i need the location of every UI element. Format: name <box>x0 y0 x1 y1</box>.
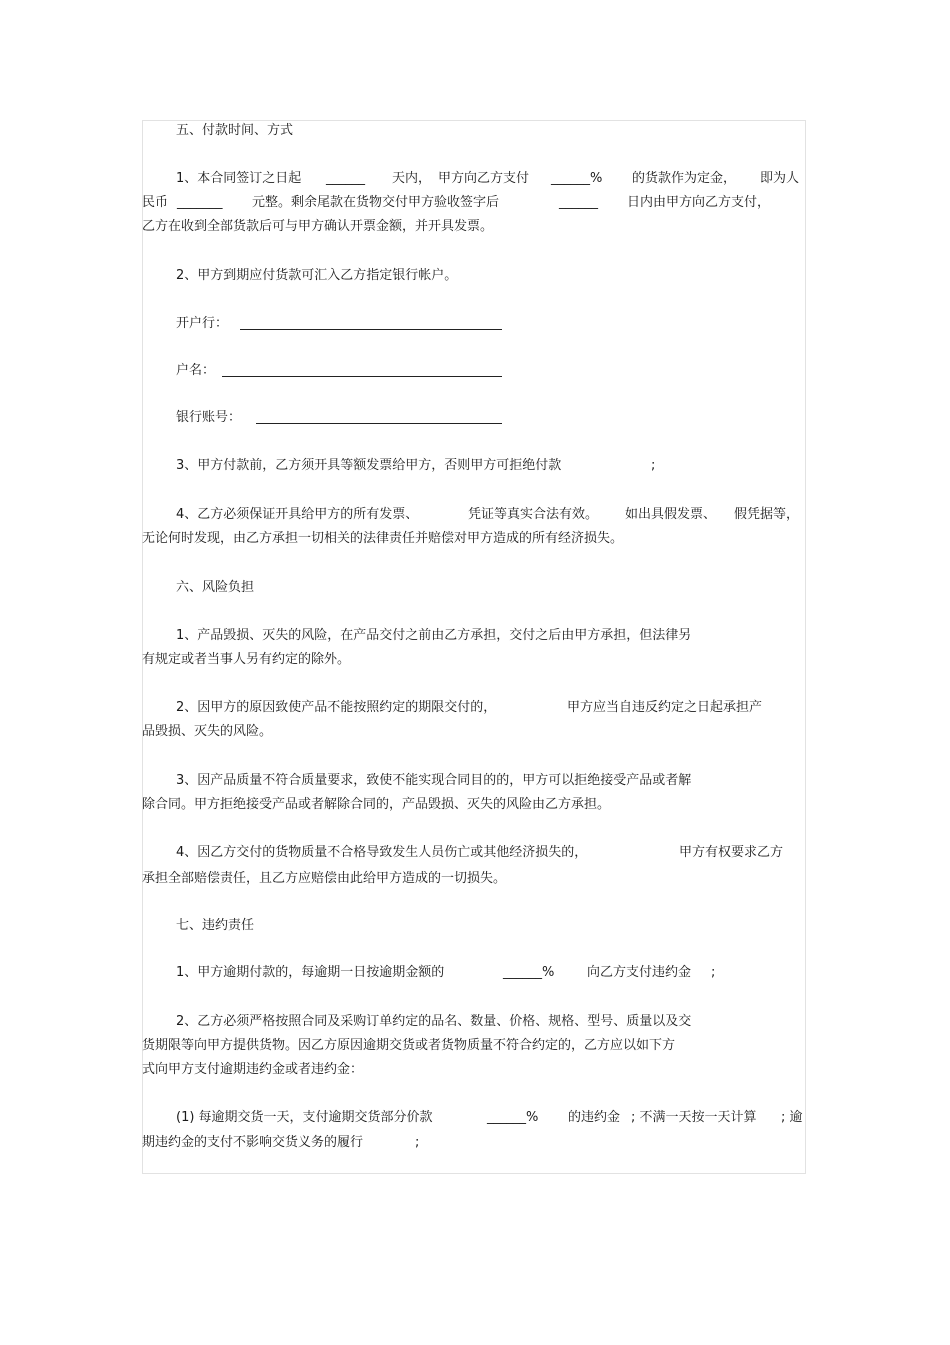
fill-blank: ______% <box>503 965 555 980</box>
text-fragment: 甲方向乙方支付 <box>438 171 530 186</box>
account-number-label: 银行账号： <box>176 410 242 425</box>
text-fragment: 甲方应当自违反约定之日起承担产 <box>567 700 763 715</box>
text-fragment: ; <box>651 458 656 473</box>
paragraph-line: 1、产品毁损、灭失的风险，在产品交付之前由乙方承担，交付之后由甲方承担，但法律另 <box>176 628 692 643</box>
text-fragment: 假凭据等， <box>734 507 800 522</box>
fill-blank: ______% <box>487 1110 539 1125</box>
fill-blank: ______% <box>551 171 603 186</box>
text-fragment: (1) 每逾期交货一天，支付逾期交货部分价款 <box>176 1110 433 1125</box>
paragraph-line: 无论何时发现，由乙方承担一切相关的法律责任并赔偿对甲方造成的所有经济损失。 <box>142 531 624 546</box>
paragraph-line: 3、因产品质量不符合质量要求，致使不能实现合同目的的，甲方可以拒绝接受产品或者解 <box>176 773 692 788</box>
paragraph-line: 品毁损、灭失的风险。 <box>142 724 273 739</box>
bank-name-blank <box>240 318 502 330</box>
text-fragment: 民币 <box>142 195 169 210</box>
fill-blank: _______ <box>177 195 223 210</box>
text-fragment: 3、甲方付款前，乙方须开具等额发票给甲方，否则甲方可拒绝付款 <box>176 458 562 473</box>
section-5-heading: 五、付款时间、方式 <box>176 123 294 138</box>
bank-name-label: 开户行： <box>176 316 229 331</box>
text-fragment: 甲方有权要求乙方 <box>679 845 784 860</box>
text-fragment: 如出具假发票、 <box>625 507 717 522</box>
paragraph-line: 承担全部赔偿责任，且乙方应赔偿由此给甲方造成的一切损失。 <box>142 871 507 886</box>
text-fragment: ; 不满一天按一天计算 <box>631 1110 757 1125</box>
text-fragment: 1、本合同签订之日起 <box>176 171 302 186</box>
text-fragment: 天内， <box>392 171 432 186</box>
text-fragment: 2、因甲方的原因致使产品不能按照约定的期限交付的， <box>176 700 497 715</box>
section-6-heading: 六、风险负担 <box>176 580 255 595</box>
text-fragment: 的违约金 <box>568 1110 621 1125</box>
fill-blank: ______ <box>326 171 365 186</box>
text-fragment: 即为人 <box>760 171 800 186</box>
paragraph-line: 乙方在收到全部货款后可与甲方确认开票金额，并开具发票。 <box>142 219 494 234</box>
paragraph-line: 货期限等向甲方提供货物。因乙方原因逾期交货或者货物质量不符合约定的，乙方应以如下方 <box>142 1038 676 1053</box>
text-fragment: 凭证等真实合法有效。 <box>468 507 599 522</box>
account-number-blank <box>256 412 502 424</box>
text-fragment: ; <box>711 965 716 980</box>
text-fragment: 向乙方支付违约金 <box>587 965 692 980</box>
text-fragment: 4、因乙方交付的货物质量不合格导致发生人员伤亡或其他经济损失的， <box>176 845 588 860</box>
text-fragment: 元整。剩余尾款在货物交付甲方验收签字后 <box>252 195 500 210</box>
section-7-heading: 七、违约责任 <box>176 918 255 933</box>
fill-blank: ______ <box>559 195 598 210</box>
text-fragment: 1、甲方逾期付款的，每逾期一日按逾期金额的 <box>176 965 445 980</box>
text-fragment: 日内由甲方向乙方支付， <box>627 195 771 210</box>
paragraph-line: 除合同。甲方拒绝接受产品或者解除合同的，产品毁损、灭失的风险由乙方承担。 <box>142 797 611 812</box>
text-fragment: ; 逾 <box>781 1110 803 1125</box>
text-fragment: 的货款作为定金， <box>632 171 737 186</box>
text-fragment: 4、乙方必须保证开具给甲方的所有发票、 <box>176 507 419 522</box>
paragraph-line: 2、乙方必须严格按照合同及采购订单约定的品名、数量、价格、规格、型号、质量以及交 <box>176 1014 692 1029</box>
text-fragment: ; <box>415 1135 420 1150</box>
paragraph-line: 2、甲方到期应付货款可汇入乙方指定银行帐户。 <box>176 268 458 283</box>
account-name-label: 户名： <box>176 363 216 378</box>
text-fragment: 期违约金的支付不影响交货义务的履行 <box>142 1135 364 1150</box>
paragraph-line: 有规定或者当事人另有约定的除外。 <box>142 652 351 667</box>
account-name-blank <box>222 365 502 377</box>
paragraph-line: 式向甲方支付逾期违约金或者违约金： <box>142 1062 364 1077</box>
